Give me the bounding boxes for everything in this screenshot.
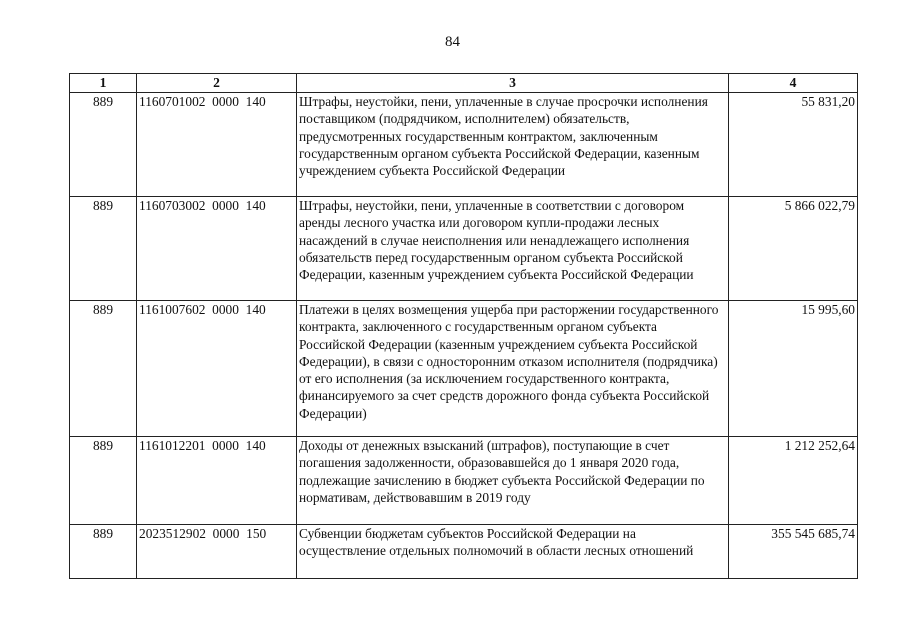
amount-cell: 55 831,20	[729, 93, 858, 197]
admin-code-cell: 889	[70, 197, 137, 301]
description-cell: Штрафы, неустойки, пени, уплаченные в случае просрочки исполнения поставщиком (подрядчиком, исполнителем) обязательств, предусмотренных государственным контрактом, заключенным государственным органом субъекта Российской Федерации, казенным учреждением субъекта Российской Федерации	[297, 93, 729, 197]
budget-table	[69, 73, 858, 579]
amount-cell: 15 995,60	[729, 301, 858, 437]
admin-code-cell: 889	[70, 437, 137, 525]
table-row	[70, 197, 858, 301]
admin-code-cell: 889	[70, 93, 137, 197]
description-cell: Субвенции бюджетам субъектов Российской Федерации на осуществление отдельных полномочий в области лесных отношений	[297, 525, 729, 579]
kbk-code-cell: 1160703002 0000 140	[137, 197, 297, 301]
table-body	[70, 93, 858, 579]
description-cell: Доходы от денежных взысканий (штрафов), поступающие в счет погашения задолженности, образовавшейся до 1 января 2020 года, подлежащие зачислению в бюджет субъекта Российской Федерации по нормативам, действовавшим в 2019 году	[297, 437, 729, 525]
header-col-1: 1	[70, 74, 137, 93]
table-header	[70, 74, 858, 93]
table-row	[70, 301, 858, 437]
description-cell: Платежи в целях возмещения ущерба при расторжении государственного контракта, заключенного с государственным органом субъекта Российской Федерации (казенным учреждением субъекта Российской Федерации), в связи с односторонним отказом исполнителя (подрядчика) от его исполнения (за исключением государственного контракта, финансируемого за счет средств дорожного фонда субъекта Российской Федерации)	[297, 301, 729, 437]
page-number: 84	[445, 34, 460, 50]
header-col-3: 3	[297, 74, 729, 93]
kbk-code-cell: 1160701002 0000 140	[137, 93, 297, 197]
table-row	[70, 525, 858, 579]
table-row	[70, 93, 858, 197]
amount-cell: 1 212 252,64	[729, 437, 858, 525]
header-col-4: 4	[729, 74, 858, 93]
admin-code-cell: 889	[70, 301, 137, 437]
kbk-code-cell: 2023512902 0000 150	[137, 525, 297, 579]
header-row	[70, 74, 858, 93]
amount-cell: 5 866 022,79	[729, 197, 858, 301]
table-row	[70, 437, 858, 525]
kbk-code-cell: 1161007602 0000 140	[137, 301, 297, 437]
admin-code-cell: 889	[70, 525, 137, 579]
description-cell: Штрафы, неустойки, пени, уплаченные в соответствии с договором аренды лесного участка или договором купли-продажи лесных насаждений в случае неисполнения или ненадлежащего исполнения обязательств перед государственным органом субъекта Российской Федерации, казенным учреждением субъекта Российской Федерации	[297, 197, 729, 301]
amount-cell: 355 545 685,74	[729, 525, 858, 579]
kbk-code-cell: 1161012201 0000 140	[137, 437, 297, 525]
header-col-2: 2	[137, 74, 297, 93]
